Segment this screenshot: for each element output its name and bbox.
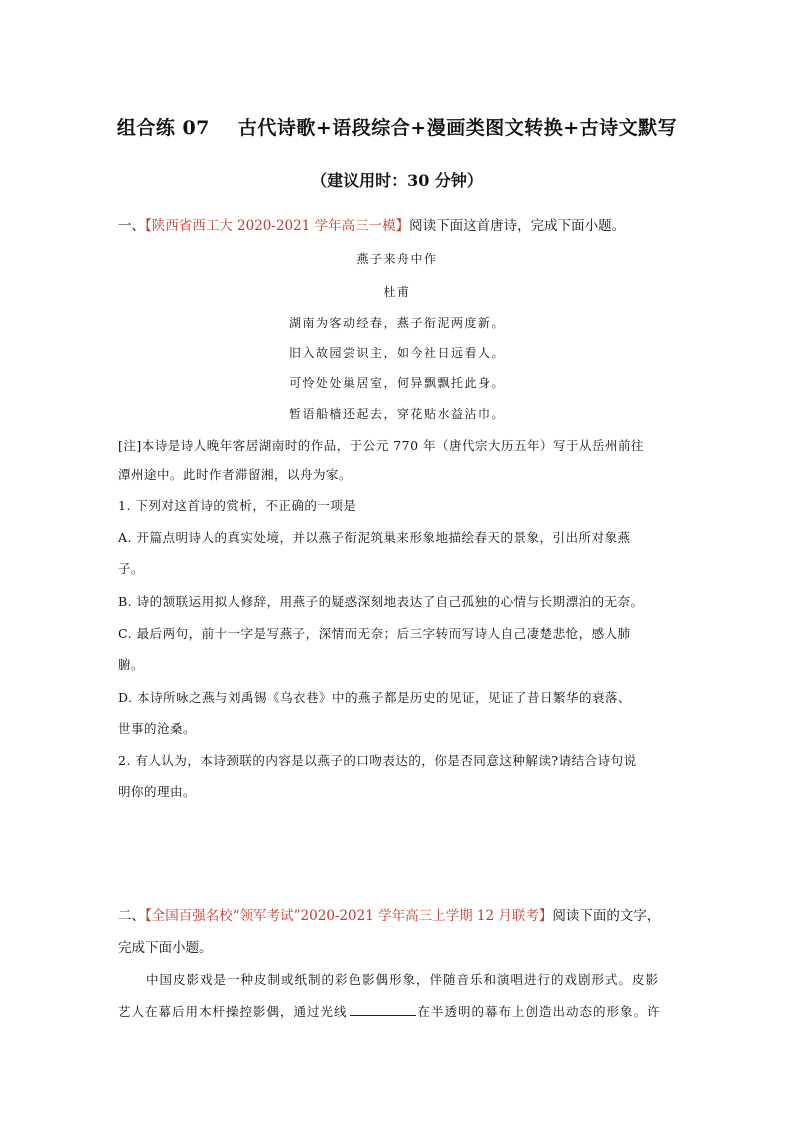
poem-line: 湖南为客动经春，燕子衔泥两度新。 xyxy=(288,316,505,330)
option-d: D. 本诗所咏之燕与刘禹锡《乌衣巷》中的燕子都是历史的见证，见证了昔日繁华的衰落、 xyxy=(118,690,632,705)
title-topic: 古代诗歌+语段综合+漫画类图文转换+古诗文默写 xyxy=(237,117,678,139)
option-c: C. 最后两句，前十一字是写燕子，深情而无奈；后三字转而写诗人自己凄楚悲怆，感人肺 xyxy=(118,626,631,641)
poem-author: 杜甫 xyxy=(383,285,411,299)
fill-blank[interactable] xyxy=(350,1003,416,1016)
option-b: B. 诗的颔联运用拟人修辞，用燕子的疑惑深刻地表达了自己孤独的心情与长期漂泊的无奈。 xyxy=(118,594,644,609)
passage-line: 中国皮影戏是一种皮制或纸制的彩色影偶形象，伴随音乐和演唱进行的戏剧形式。皮影 xyxy=(146,972,660,987)
passage-text: 在半透明的幕布上创造出动态的形象。许 xyxy=(417,1004,661,1019)
section2-source: 【全国百强名校“领军考试”2020-2021 学年高三上学期 12 月联考】 xyxy=(145,908,553,924)
poem-line: 暂语船樯还起去，穿花贴水益沾巾。 xyxy=(288,407,505,421)
poem-note-line: [注]本诗是诗人晚年客居湖南时的作品，于公元 770 年（唐代宗大历五年）写于从岳州前往 xyxy=(118,438,645,453)
poem-note-line: 潭州途中。此时作者滞留湘，以舟为家。 xyxy=(118,467,353,482)
time-suggestion: （建议用时：30 分钟） xyxy=(311,171,483,190)
section1-heading xyxy=(118,216,678,236)
option-d-cont: 世事的沧桑。 xyxy=(118,721,197,736)
section2-heading xyxy=(118,906,678,926)
question-2: 2. 有人认为，本诗颈联的内容是以燕子的口吻表达的，你是否同意这种解读?请结合诗句说 xyxy=(118,753,637,768)
option-c-cont: 腑。 xyxy=(118,657,145,672)
section1-source: 【陕西省西工大 2020-2021 学年高三一模】 xyxy=(145,218,410,234)
section1-instruction: 阅读下面这首唐诗，完成下面小题。 xyxy=(409,218,626,234)
poem-line: 可怜处处巢居室，何异飘飘托此身。 xyxy=(288,376,505,390)
poem-line: 旧入故园尝识主，如今社日远看人。 xyxy=(288,346,505,360)
option-a-cont: 子。 xyxy=(118,561,145,576)
option-a: A. 开篇点明诗人的真实处境，并以燕子衔泥筑巢来形象地描绘春天的景象，引出所对象燕 xyxy=(118,530,631,545)
section1-prefix: 一、 xyxy=(118,218,145,234)
poem-title: 燕子来舟中作 xyxy=(356,252,438,266)
section2-instruction: 阅读下面的文字， xyxy=(552,908,661,924)
passage-line xyxy=(118,1002,678,1022)
passage-text: 艺人在幕后用木杆操控影偶，通过光线 xyxy=(118,1004,348,1019)
question-2-cont: 明你的理由。 xyxy=(118,784,197,799)
section2-instruction-cont: 完成下面小题。 xyxy=(118,940,213,956)
title-code: 组合练 07 xyxy=(116,117,210,139)
question-1: 1. 下列对这首诗的赏析，不正确的一项是 xyxy=(118,498,357,513)
page-title xyxy=(0,113,794,140)
section2-prefix: 二、 xyxy=(118,908,145,924)
